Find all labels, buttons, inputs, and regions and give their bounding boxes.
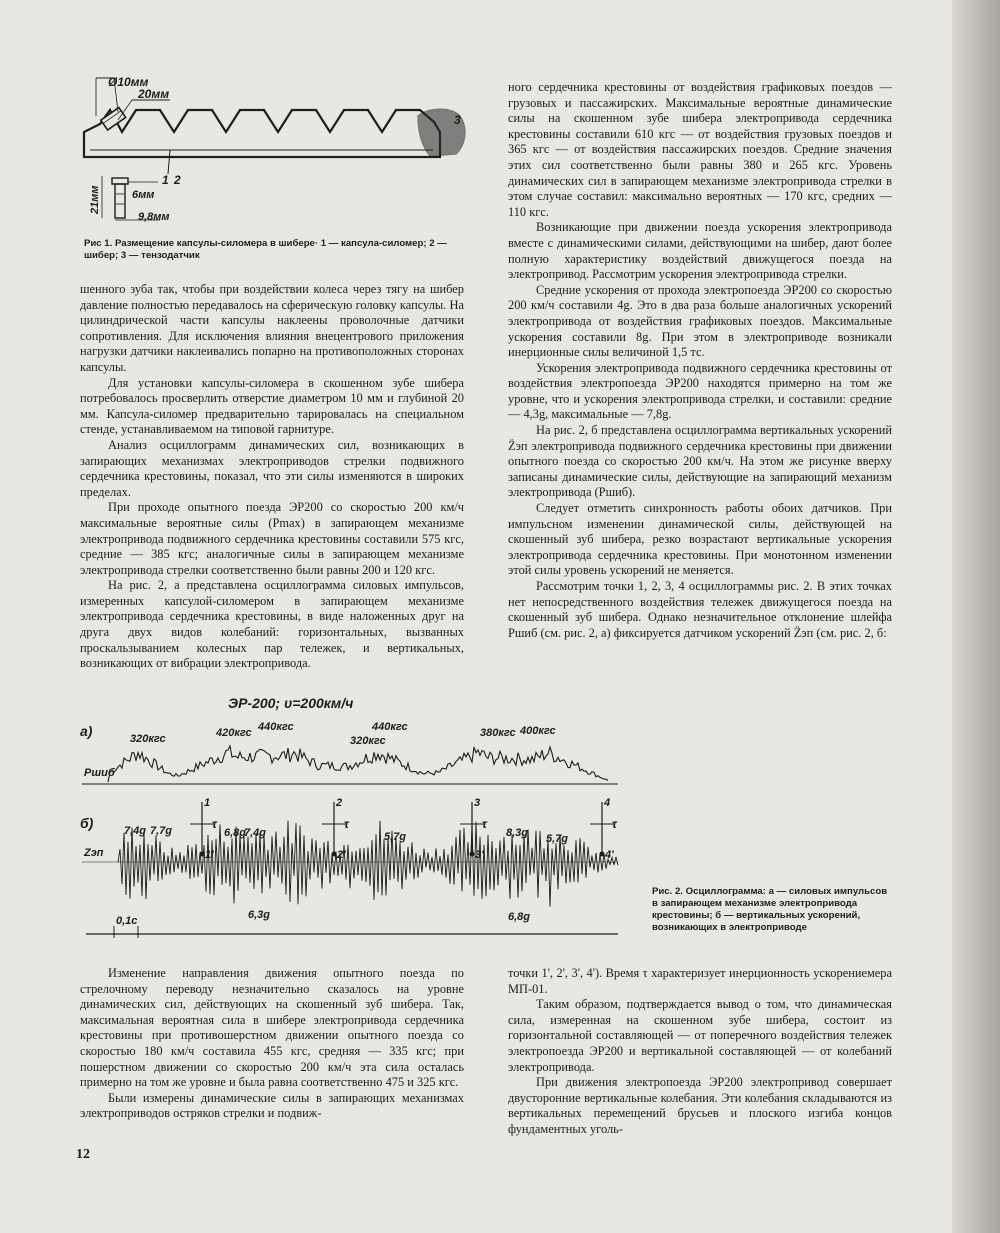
figure-2-caption-text: Осциллограмма: а — силовых импульсов в запирающем механизме электропривода крестовины; б — вертикальных ускорений, возникающих в электроприводе [652, 886, 888, 933]
left-paragraph: При проходе опытного поезда ЭР200 со скоростью 200 км/ч максимальные вероятные силы (Pmax) в запирающем механизме электропривода подвижного сердечника крестовины составили 575 кгс, средние — 385 кгс; аналогичные силы в запирающем механизме электропривода стрелки соответственно были равны 200 и 120 кгс. [80, 500, 464, 577]
force-label: 440кгс [372, 721, 408, 733]
acceleration-label: 6,8g [508, 911, 531, 923]
acceleration-label: 6,3g [248, 909, 271, 921]
tau-label: τ [612, 817, 617, 831]
figure-2-title: ЭР-200; υ=200км/ч [228, 695, 354, 711]
point-dot [332, 852, 337, 857]
bottom-right-paragraph: При движения электропоезда ЭР200 электропривод совершает двусторонние вертикальные колебания. Эти колебания складываются из вертикальных перемещений брусьев и плоского изгиба концов фундаментных уголь- [508, 1075, 892, 1136]
point-dot [600, 852, 605, 857]
bottom-left-paragraph: Изменение направления движения опытного поезда по стрелочному переводу незначительно сказалось на уровне динамических сил, действующих на скошенный зуб шибера. Так, максимальная вероятная сила в шибере электропривода сердечника крестовины при противошерстном движении опытного поезда со скоростью 180 км/ч составила 455 кгс, средняя — 335 кгс; при пошерстном движении со скоростью 200 км/ч эта сила осталась примерно на том же уровне и была равна соответственно 475 и 325 кгс. [80, 966, 464, 1090]
tau-label: τ [482, 817, 487, 831]
figure-1-drawing [78, 72, 478, 232]
dim-depth-label: 20мм [138, 87, 170, 101]
bottom-right-paragraph: Таким образом, подтверждается вывод о том, что динамическая сила, измеренная на скошенном зубе шибера, состоит из горизонтальной составляющей — от поперечного воздействия тележек электропоезда ЭР200 и вертикальной составляющей — от колебаний электропривода. [508, 997, 892, 1074]
left-paragraph: На рис. 2, а представлена осциллограмма силовых импульсов, измеренных капсулой-силомером в запирающем механизме электропривода сердечника крестовины, в виде наложенных друг на друга двух видов колебаний: горизонтальных, вызванных проскальзыванием колесных пар тележек, и вертикальных, возникающих от вибрации электропривода. [80, 578, 464, 671]
acceleration-label: 7,7g [150, 825, 173, 837]
tau-label: τ [212, 817, 217, 831]
figure-2-caption-number: Рис. 2. [652, 886, 683, 897]
acceleration-label: 6,8g [224, 827, 247, 839]
figure-1-caption-number: Рис 1. [84, 238, 113, 249]
right-paragraph: Средние ускорения от прохода электропоезда ЭР200 со скоростью 200 км/ч составили 4g. Это в два раза больше аналогичных ускорений электропривода от воздействия графиковых поездов. Максимальные ускорения составили 8g. При этом в электроприводе возникали инерционные силы величиной 1,5 тс. [508, 282, 892, 360]
time-scale-label: 0,1с [116, 915, 138, 927]
figure-1-caption [84, 238, 460, 262]
point-label: 3 [474, 797, 481, 809]
force-label: 420кгс [216, 727, 252, 739]
force-label: 320кгс [130, 733, 166, 745]
left-paragraph: Для установки капсулы-силомера в скошенном зубе шибера потребовалось просверлить отверстие диаметром 10 мм и глубиной 20 мм. Капсула-силомер предварительно тарировалась на специальном стенде, устанавливаемом на типовой гарнитуре. [80, 375, 464, 437]
bottom-right-column [508, 966, 892, 1138]
right-paragraph: На рис. 2, б представлена осциллограмма вертикальных ускорений Z̈эп электропривода подвижного сердечника крестовины при движении опытного поезда со скоростью 200 км/ч. На этом же рисунке вверху записаны динамические силы, действующие на запирающий механизм электропривода (Pшиб). [508, 423, 892, 500]
point-label: 2 [336, 797, 343, 809]
bottom-left-column [80, 966, 464, 1122]
right-paragraph: Следует отметить синхронность работы обоих датчиков. При импульсном изменении динамической силы, действующей на скошенный зуб шибера, резко возрастают вертикальные ускорения электропривода сердечника крестовины. При монотонном изменении этой силы уровень ускорений не меняется. [508, 501, 892, 578]
figure-1-caption-text: Размещение капсулы-силомера в шибере· 1 — капсула-силомер; 2 — шибер; 3 — тензодатчик [84, 238, 447, 261]
acceleration-label: 5,7g [546, 833, 569, 845]
left-paragraph: шенного зуба так, чтобы при воздействии колеса через тягу на шибер давление полностью передавалось на сферическую головку капсулы. На цилиндрической части капсулы наклеены проволочные датчики сопротивления. Для исключения влияния внецентрового приложения нагрузки датчики наклеивались попарно на противоположных сторонах капсулы. [80, 282, 464, 374]
right-column [508, 80, 892, 641]
force-label: 380кгс [480, 727, 516, 739]
point-prime-label: 4' [605, 849, 614, 861]
left-paragraph: Анализ осциллограмм динамических сил, возникающих в запирающих механизмах электроприводов стрелки подвижного сердечника крестовины, показал, что эти силы изменяются в широких пределах. [80, 437, 464, 499]
trace-a-label: Pшиб [84, 767, 115, 779]
label-2-top: 2 [174, 173, 181, 187]
right-paragraph: ного сердечника крестовины от воздействия графиковых поездов — грузовых и пассажирских. Максимальные вероятные динамические силы на скошенном зубе шибера электропривода сердечника крестовины составили 610 кгс — от воздействия грузовых поездов и 365 кгс — от воздействия пассажирских поездов. Средние значения этих сил соответственно были равны 380 и 265 кгс. Уровень динамических сил в запирающем механизме электропривода стрелки в этом случае составил: максимально вероятных — 170 кгс, средних — 110 кгс. [508, 80, 892, 219]
right-paragraph: Возникающие при движении поезда ускорения электропривода вместе с динамическими силами, действующими на шибер, дают более полную характеристику воздействий движущегося поезда на электропривод. Рассмотрим ускорения электропривода стрелки. [508, 220, 892, 282]
point-dot [200, 852, 205, 857]
bottom-right-paragraph: точки 1', 2', 3', 4'). Время τ характеризует инерционность ускорениемера МП-01. [508, 966, 892, 996]
force-label: 320кгс [350, 735, 386, 747]
right-paragraph: Рассмотрим точки 1, 2, 3, 4 осциллограммы рис. 2. В этих точках нет непосредственного воздействия тележек движущегося поезда на скошенный зуб шибера. Однако незначительное отклонение шлейфа Pшиб (см. рис. 2, а) фиксируется датчиком ускорений Z̈эп (см. рис. 2, б: [508, 579, 892, 640]
acceleration-label: 7,4g [244, 827, 267, 839]
tau-label: τ [344, 817, 349, 831]
right-paragraph: Ускорения электропривода подвижного сердечника крестовины от воздействия электропоезда ЭР200 находятся примерно на том же уровне, что и ускорения электропривода стрелки, и составили: средние — 4,3g, максимальные — 7,8g. [508, 360, 892, 422]
left-column [80, 282, 464, 672]
force-trace [108, 746, 608, 782]
point-prime-label: 2' [337, 849, 346, 861]
figure-2-oscillogram [78, 694, 638, 950]
dim-21-label: 21мм [89, 185, 101, 214]
point-prime-label: 1' [205, 849, 214, 861]
point-dot [470, 852, 475, 857]
point-label: 1 [204, 797, 211, 809]
trace-b-label: Zэп [84, 847, 104, 859]
acceleration-label: 8,3g [506, 827, 529, 839]
force-label: 400кгс [520, 725, 556, 737]
figure-2-caption [652, 886, 892, 934]
force-label: 440кгс [258, 721, 294, 733]
point-prime-label: 3' [475, 849, 484, 861]
acceleration-trace [118, 821, 618, 907]
label-1-top: 1 [162, 173, 169, 187]
acceleration-label: 5,7g [384, 831, 407, 843]
dim-diameter-label: Ø10мм [108, 75, 149, 89]
label-3: 3 [454, 113, 461, 127]
acceleration-label: 7,4g [124, 825, 147, 837]
panel-a-label: а) [80, 723, 93, 739]
dim-6-label: 6мм [132, 189, 155, 201]
bottom-left-paragraph: Были измерены динамические силы в запирающих механизмах электроприводов остряков стрелки и подвиж- [80, 1090, 464, 1121]
page-spine-shadow [952, 0, 1000, 1233]
dim-9-label: 9,8мм [138, 211, 170, 223]
panel-b-label: б) [80, 815, 94, 831]
point-label: 4 [604, 797, 611, 809]
page-number: 12 [76, 1147, 90, 1162]
